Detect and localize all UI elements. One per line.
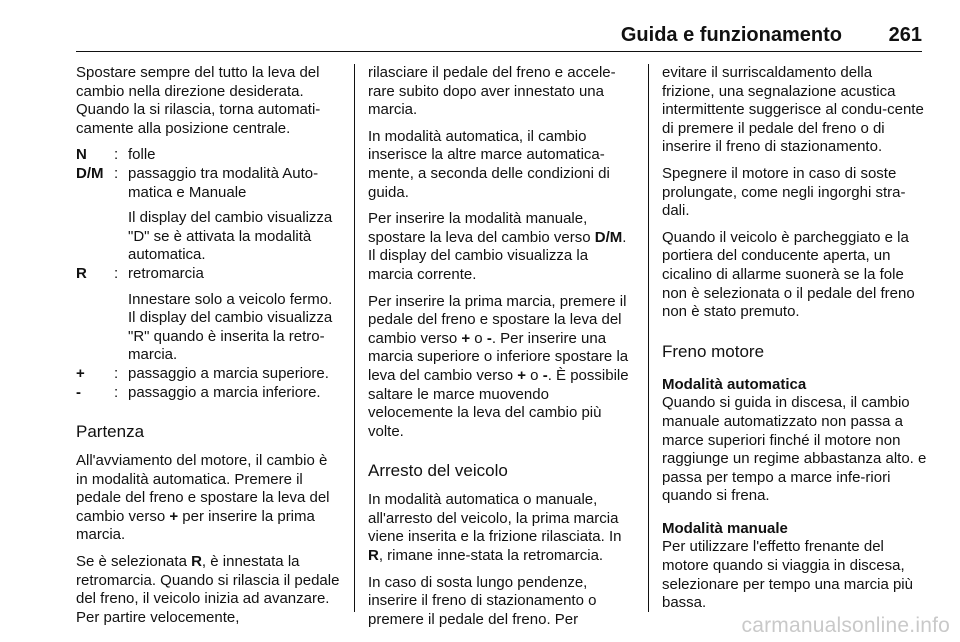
definition-term: R <box>76 264 87 282</box>
heading-arresto: Arresto del veicolo <box>368 461 508 481</box>
definition-body <box>128 265 342 365</box>
page-number: 261 <box>888 24 922 46</box>
paragraph: In modalità automatica o manuale, all'arresto del veicolo, la prima marcia viene inserita e la frizione rilasciata. In R, rimane inne-stata la retromarcia. <box>368 491 622 565</box>
definition-row <box>76 165 342 265</box>
paragraph: Spostare sempre del tutto la leva del cambio nella direzione desiderata. Quando la si rilascia, torna automati-camente alla posizione centrale. <box>76 64 321 137</box>
paragraph: Per inserire la prima marcia, premere il pedale del freno e spostare la leva del cambio verso + o -. Per inserire una marcia superiore o inferiore spostare la leva del cambio verso + o -. È possibile saltare le marce muovendo velocemente la leva del cambio più volte. <box>368 292 629 440</box>
definition-term: - <box>76 383 81 401</box>
definition-colon: : <box>114 146 119 164</box>
heading-freno-motore: Freno motore <box>662 341 765 361</box>
heading-partenza: Partenza <box>76 422 145 442</box>
paragraph: Spegnere il motore in caso di soste prolungate, come negli ingorghi stra-dali. <box>662 164 906 220</box>
definition-term: + <box>76 364 85 382</box>
paragraph: In caso di sosta lungo pendenze, inserire il freno di stazionamento o premere il pedale del freno. Per <box>368 573 597 628</box>
paragraph: Per utilizzare l'effetto frenante del motore quando si viaggia in discesa, selezionare per tempo una marcia più bassa. <box>662 538 913 612</box>
paragraph: All'avviamento del motore, il cambio è in modalità automatica. Premere il pedale del freno e spostare la leva del cambio verso + per inserire la prima marcia. <box>76 452 330 544</box>
column-3 <box>662 64 928 621</box>
definition-desc: passaggio a marcia superiore. <box>128 364 329 382</box>
column-divider <box>648 64 649 612</box>
paragraph: Per inserire la modalità manuale, spostare la leva del cambio verso D/M. Il display del cambio visualizza la marcia corrente. <box>368 210 627 283</box>
paragraph: Quando il veicolo è parcheggiato e la portiera del conducente aperta, un cicalino di allarme suonerà se la fole non è selezionata o il pedale del freno non è stato premuto. <box>662 228 915 321</box>
definition-desc: folle <box>128 146 156 164</box>
definition-colon: : <box>114 383 119 401</box>
section-title: Guida e funzionamento <box>620 24 842 46</box>
paragraph: evitare il surriscaldamento della frizione, una segnalazione acustica intermittente suggerisce al condu-cente di premere il pedale del freno o di inserire il freno di stazionamento. <box>662 64 924 156</box>
definition-colon: : <box>114 364 119 382</box>
paragraph: Quando si guida in discesa, il cambio manuale automatizzato non passa a marce superiori finché il motore non raggiunge un regime abbastanza alto. e passa per tempo a marce infe-riori quando si frena. <box>662 394 927 505</box>
definition-extra: Innestare solo a veicolo fermo. Il display del cambio visualizza "R" quando è inserita la retro-marcia. <box>128 290 333 364</box>
definition-row <box>76 146 342 165</box>
definition-term: D/M <box>76 164 104 182</box>
paragraph: Se è selezionata R, è innestata la retromarcia. Quando si rilascia il pedale del freno, il veicolo inizia ad avanzare. Per partire velocemente, <box>76 553 340 626</box>
paragraph: rilasciare il pedale del freno e accele-rare subito dopo aver innestato una marcia. <box>368 64 616 119</box>
definition-extra: Il display del cambio visualizza "D" se è attivata la modalità automatica. <box>128 209 333 264</box>
definition-term: N <box>76 146 87 164</box>
header-rule <box>76 51 922 52</box>
column-1 <box>76 64 342 635</box>
gear-definitions <box>76 146 342 402</box>
definition-row <box>76 384 342 403</box>
definition-desc: passaggio a marcia inferiore. <box>128 383 321 401</box>
column-divider <box>354 64 355 612</box>
definition-colon: : <box>114 164 119 182</box>
column-2 <box>368 64 634 637</box>
definition-desc: passaggio tra modalità Auto-matica e Manuale <box>128 164 319 201</box>
definition-desc: retromarcia <box>128 264 204 282</box>
definition-row <box>76 265 342 365</box>
subheading-automatica: Modalità automatica <box>662 375 807 393</box>
page-header <box>0 0 960 52</box>
definition-row <box>76 365 342 384</box>
paragraph: In modalità automatica, il cambio inserisce la altre marce automatica-mente, a seconda delle condizioni di guida. <box>368 127 610 201</box>
definition-body <box>128 165 342 265</box>
definition-colon: : <box>114 264 119 282</box>
subheading-manuale: Modalità manuale <box>662 519 788 537</box>
watermark: carmanualsonline.info <box>741 614 950 637</box>
